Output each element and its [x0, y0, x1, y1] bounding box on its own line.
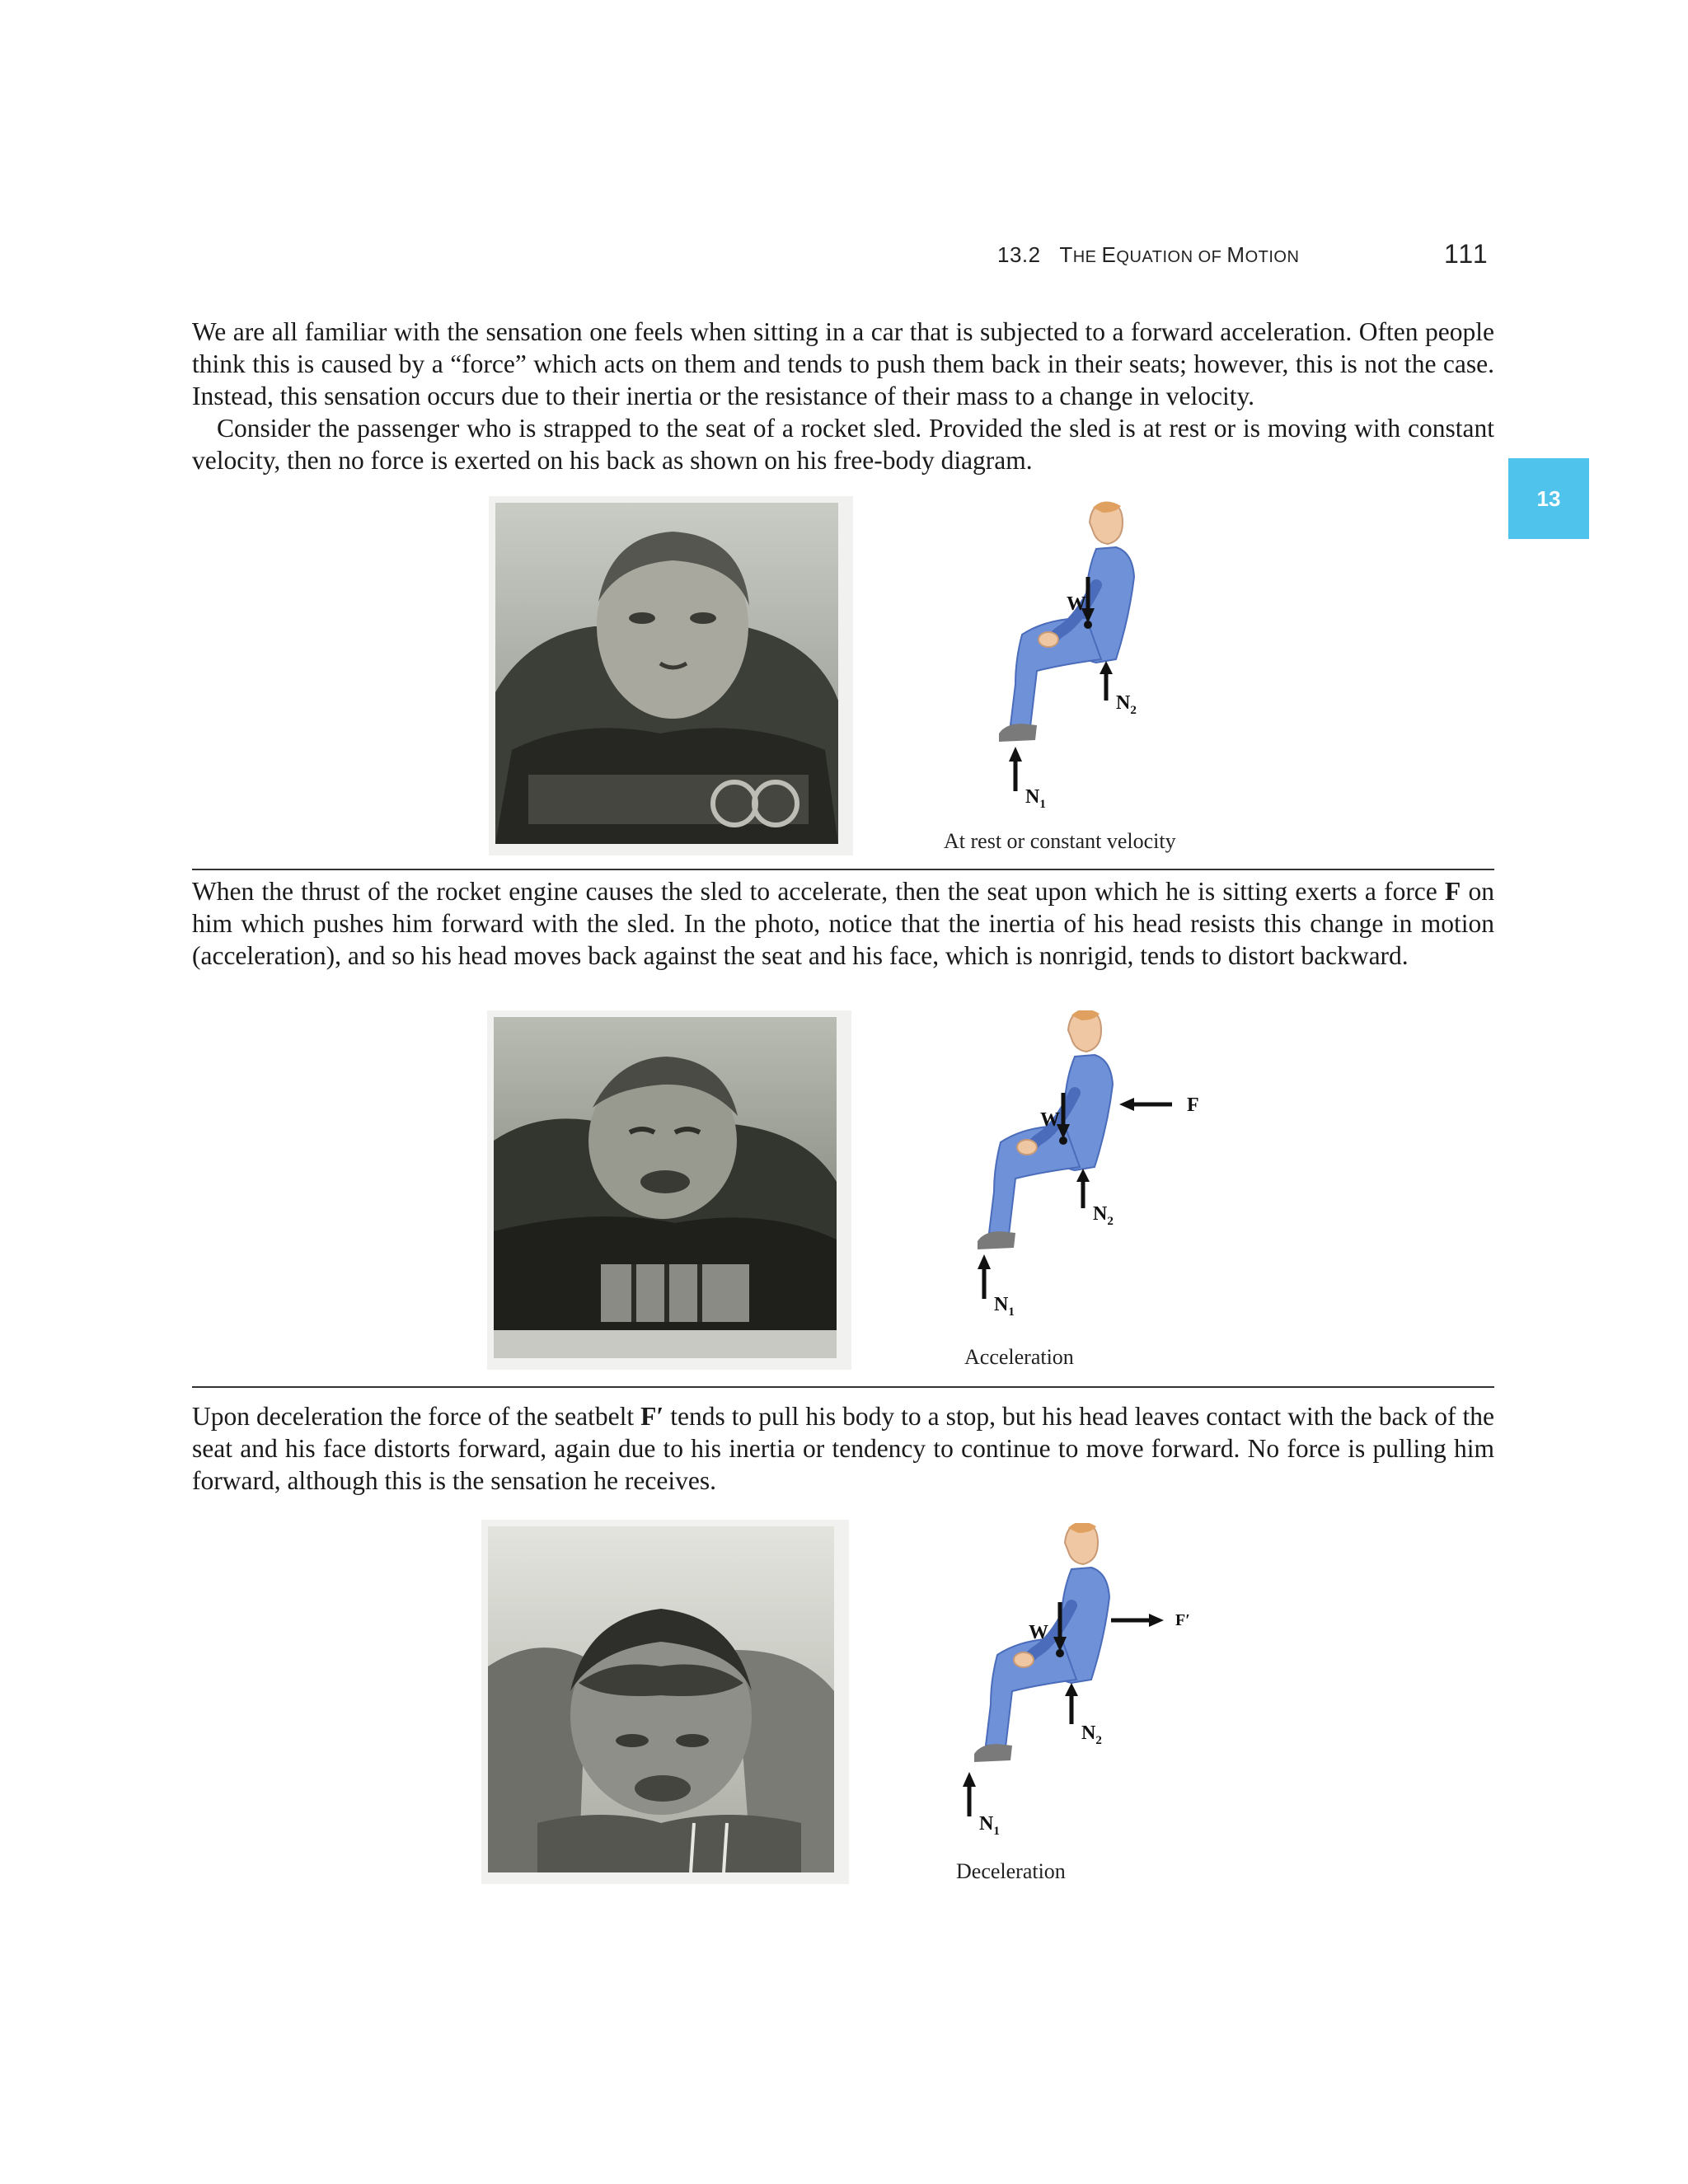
- label-n1: $N_1$: [979, 1813, 1000, 1838]
- section-divider: [192, 1386, 1494, 1388]
- caption-rest: At rest or constant velocity: [944, 829, 1176, 853]
- page-number: 111: [1444, 239, 1489, 269]
- paragraph-acceleration: When the thrust of the rocket engine causes the sled to accelerate, then the seat upon which he is sitting exerts a force F on him which pushes him forward with the sled. In the photo, notice that the inertia of his head resists this change in motion (acceleration), and so his head moves back against the seat and his face, which is nonrigid, tends to distort backward.: [192, 877, 1495, 970]
- caption-deceleration: Deceleration: [956, 1859, 1066, 1883]
- label-f: F: [1187, 1094, 1199, 1116]
- passenger-figure: [999, 501, 1134, 742]
- photo-acceleration: [487, 1010, 851, 1370]
- chapter-tab: [1508, 458, 1589, 539]
- fbd-acceleration: [917, 1010, 1213, 1340]
- label-n1: $N_1$: [994, 1294, 1015, 1319]
- label-n2: $N_2$: [1116, 692, 1137, 717]
- label-n2: $N_2$: [1093, 1203, 1114, 1228]
- section-title: THE EQUATION OF MOTION: [1059, 242, 1300, 267]
- photo-deceleration: [481, 1520, 849, 1884]
- paragraph-intro: We are all familiar with the sensation one feels when sitting in a car that is subjected to a forward acceleration. Often people think this is caused by a “force” which acts on them and tends to push them back in their seats; however, this is not the case. Instead, this sensation occurs due to their inertia or the resistance of their mass to a change in velocity.: [192, 317, 1494, 410]
- fbd-rest: [940, 494, 1203, 824]
- section-divider: [192, 869, 1494, 870]
- label-w: W: [1029, 1622, 1048, 1643]
- caption-acceleration: Acceleration: [964, 1345, 1074, 1369]
- photo-acceleration-image: [494, 1017, 837, 1358]
- paragraph-deceleration: Upon deceleration the force of the seatbelt F′ tends to pull his body to a stop, but his head leaves contact with the back of the seat and his face distorts forward, again due to his inertia or tendency to continue to move forward. No force is pulling him forward, although this is the sensation he receives.: [192, 1402, 1494, 1495]
- label-w: W: [1040, 1109, 1060, 1131]
- label-n1: $N_1$: [1025, 786, 1046, 811]
- paragraph-rest: Consider the passenger who is strapped to the seat of a rocket sled. Provided the sled is at rest or is moving with constant velocity, then no force is exerted on his back as shown on his free-body diagram.: [192, 414, 1494, 475]
- chapter-tab-label: 13: [1536, 485, 1561, 511]
- label-n2: $N_2$: [1081, 1722, 1102, 1747]
- section-number: 13.2: [997, 242, 1041, 267]
- photo-rest: [489, 496, 853, 855]
- photo-rest-image: [495, 503, 838, 844]
- label-f-prime: F′: [1175, 1611, 1190, 1629]
- label-w: W: [1067, 593, 1086, 615]
- photo-deceleration-image: [488, 1526, 834, 1872]
- fbd-deceleration: [926, 1523, 1223, 1853]
- running-header: [997, 242, 1299, 268]
